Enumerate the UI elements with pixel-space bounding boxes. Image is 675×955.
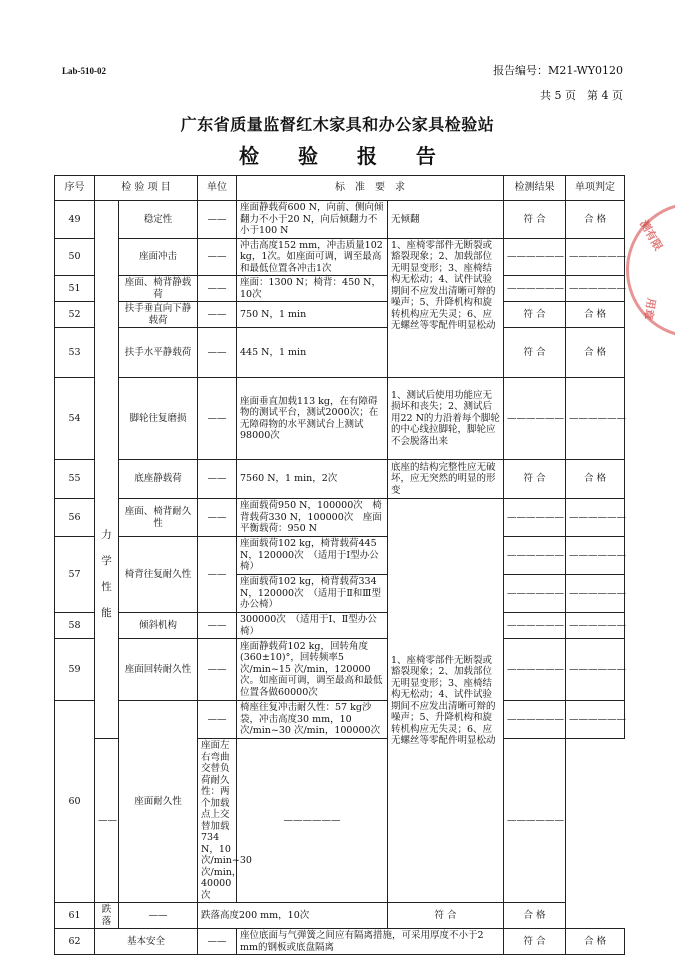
standard-criteria: 1、测试后使用功能应无损坏和丧失；2、测试后用22 N的力沿着每个脚轮的中心线拉脚轮，脚轮应不会脱落出来 (388, 378, 504, 460)
standard-condition: 座位底面与气弹簧之间应有隔离措施，可采用厚度不小于2 mm的钢板或底盘隔离 (237, 929, 504, 955)
item-name: 扶手水平静载荷 (119, 328, 198, 378)
unit-cell: —— (198, 238, 237, 276)
table-row (55, 238, 625, 276)
judgement-cell: —————— (504, 739, 566, 903)
item-name: 基本安全 (95, 929, 198, 955)
standard-condition: 座面：1300 N；椅背：450 N，10次 (237, 276, 388, 302)
result-cell: 符 合 (504, 201, 566, 239)
row-no: 60 (55, 701, 95, 903)
standard-condition: 座面垂直加载113 kg，在有障碍物的测试平台，测试2000次；在无障碍物的水平测试台上测试98000次 (237, 378, 388, 460)
judgement-cell: —————— (566, 378, 625, 460)
standard-condition: 座面载荷102 kg，椅背载荷334 N，120000次 （适用于Ⅱ和Ⅲ型办公椅） (237, 575, 388, 613)
table-row (55, 378, 625, 460)
standard-condition: 座面左右弯曲交替负荷耐久性：两个加载点上交替加载734 N，10 次/min~30 次/min，40000次 (198, 739, 237, 903)
unit-cell: —— (198, 276, 237, 302)
page-count: 共 5 页 第 4 页 (540, 89, 623, 102)
result-cell: —————— (504, 575, 566, 613)
row-no: 52 (55, 302, 95, 328)
col-header-item: 检 验 项 目 (95, 176, 198, 201)
unit-cell: —— (198, 328, 237, 378)
unit-cell: —— (198, 613, 237, 639)
organization-name: 广东省质量监督红木家具和办公家具检验站 (180, 115, 495, 134)
col-header-standard: 标 准 要 求 (237, 176, 504, 201)
result-cell: 符 合 (504, 302, 566, 328)
unit-cell: —— (198, 302, 237, 328)
standard-criteria: 1、座椅零部件无断裂或豁裂现象；2、加载部位无明显变形；3、座椅结构无松动；4、试件试验期间不应发出清晰可辩的噪声；5、升降机构和旋转机构应无失灵；6、应无螺丝等零配件明显松动 (388, 499, 504, 903)
item-name: 底座静载荷 (119, 460, 198, 499)
col-header-unit: 单位 (198, 176, 237, 201)
table-row (55, 639, 625, 701)
standard-condition: 座面静载荷600 N，向前、侧向倾翻力不小于20 N，向后倾翻力不小于100 N (237, 201, 388, 239)
item-name: 座面、椅背耐久性 (119, 499, 198, 537)
judgement-cell: —————— (566, 613, 625, 639)
result-cell: 符 合 (504, 460, 566, 499)
table-row (55, 613, 625, 639)
table-row (55, 701, 625, 739)
unit-cell: —— (95, 739, 119, 903)
standard-criteria: 1、座椅零部件无断裂或豁裂现象；2、加载部位无明显变形；3、座椅结构无松动；4、试件试验期间不应发出清晰可辩的噪声；5、升降机构和旋转机构应无失灵；6、应无螺丝等零配件明显松动 (388, 238, 504, 378)
row-no: 61 (55, 903, 95, 929)
unit-cell: —— (198, 929, 237, 955)
judgement-cell: —————— (566, 537, 625, 575)
table-row (55, 460, 625, 499)
standard-condition: 7560 N，1 min，2次 (237, 460, 388, 499)
table-row (55, 276, 625, 302)
item-name: 座面耐久性 (119, 701, 198, 903)
result-cell: —————— (504, 276, 566, 302)
unit-cell: —— (198, 460, 237, 499)
table-row (55, 328, 625, 378)
unit-cell: —— (198, 639, 237, 701)
seal-text-bottom: 用章 (641, 296, 658, 321)
item-name: 座面回转耐久性 (119, 639, 198, 701)
item-name: 脚轮往复磨损 (119, 378, 198, 460)
judgement-cell: 合 格 (566, 328, 625, 378)
row-no: 58 (55, 613, 95, 639)
item-name: 椅背往复耐久性 (119, 537, 198, 613)
item-name: 扶手垂直向下静载荷 (119, 302, 198, 328)
judgement-cell: 合 格 (504, 903, 566, 929)
judgement-cell: 合 格 (566, 460, 625, 499)
result-cell: —————— (504, 537, 566, 575)
category-char: 能 (101, 607, 112, 619)
standard-criteria: 底座的结构完整性应无破坏，应无突然的明显的形变 (388, 460, 504, 499)
standard-condition: 冲击高度152 mm，冲击质量102 kg，1次。如座面可调，调至最高和最低位置各冲击1次 (237, 238, 388, 276)
unit-cell: —— (198, 701, 237, 739)
row-no: 57 (55, 537, 95, 613)
category-cell (95, 201, 119, 739)
table-row (55, 929, 625, 955)
item-name: 跌 落 (95, 903, 119, 929)
result-cell: —————— (504, 238, 566, 276)
standard-condition: 椅座往复冲击耐久性：57 kg沙袋，冲击高度30 mm，10 次/min~30 次/min，100000次 (237, 701, 388, 739)
result-cell: 符 合 (504, 328, 566, 378)
standard-condition: 445 N，1 min (237, 328, 388, 378)
row-no: 62 (55, 929, 95, 955)
table-row (55, 499, 625, 537)
result-cell: —————— (504, 613, 566, 639)
item-name: 座面冲击 (119, 238, 198, 276)
result-cell: 符 合 (504, 929, 566, 955)
table-row (55, 201, 625, 239)
row-no: 55 (55, 460, 95, 499)
standard-condition: 座面载荷950 N，100000次 椅背载荷330 N，100000次 座面平衡载荷：950 N (237, 499, 388, 537)
seal-text-top: 测有限 (637, 217, 665, 253)
result-cell: —————— (504, 378, 566, 460)
report-title: 检 验 报 告 (239, 144, 452, 168)
official-seal (626, 202, 675, 338)
col-header-no: 序号 (55, 176, 95, 201)
report-number: 报告编号：M21-WY0120 (493, 64, 623, 77)
unit-cell: —— (119, 903, 198, 929)
row-no: 53 (55, 328, 95, 378)
col-header-judgement: 单项判定 (566, 176, 625, 201)
result-cell: —————— (504, 499, 566, 537)
item-name: 倾斜机构 (119, 613, 198, 639)
table-header-row (55, 176, 625, 201)
table-row (55, 302, 625, 328)
standard-condition: 座面载荷102 kg，椅背载荷445 N，120000次 （适用于Ⅰ型办公椅） (237, 537, 388, 575)
unit-cell: —— (198, 378, 237, 460)
judgement-cell: 合 格 (566, 302, 625, 328)
judgement-cell: —————— (566, 499, 625, 537)
standard-condition: 750 N，1 min (237, 302, 388, 328)
standard-condition: 跌落高度200 mm，10次 (198, 903, 388, 929)
judgement-cell: —————— (566, 238, 625, 276)
judgement-cell: 合 格 (566, 201, 625, 239)
standard-condition: 300000次 （适用于Ⅰ、Ⅱ型办公椅） (237, 613, 388, 639)
row-no: 49 (55, 201, 95, 239)
judgement-cell: —————— (566, 639, 625, 701)
row-no: 51 (55, 276, 95, 302)
result-cell: 符 合 (388, 903, 504, 929)
result-cell: —————— (504, 701, 566, 739)
inspection-table (54, 175, 625, 955)
judgement-cell: —————— (566, 575, 625, 613)
item-name: 座面、椅背静载荷 (119, 276, 198, 302)
row-no: 50 (55, 238, 95, 276)
category-char: 性 (101, 581, 112, 593)
row-no: 59 (55, 639, 95, 701)
result-cell: —————— (504, 639, 566, 701)
col-header-result: 检测结果 (504, 176, 566, 201)
standard-criteria: 无倾翻 (388, 201, 504, 239)
row-no: 54 (55, 378, 95, 460)
judgement-cell: —————— (566, 276, 625, 302)
unit-cell: —— (198, 537, 237, 613)
item-name: 稳定性 (119, 201, 198, 239)
table-row (55, 537, 625, 575)
judgement-cell: —————— (566, 701, 625, 739)
lab-code: Lab-510-02 (62, 66, 107, 76)
unit-cell: —— (198, 201, 237, 239)
standard-condition: 座面静载荷102 kg，回转角度(360±10)°，回转频率5次/min~15 次/min，120000次。如座面可调，调至最高和最低位置各做60000次 (237, 639, 388, 701)
row-no: 56 (55, 499, 95, 537)
table-row (55, 903, 625, 929)
unit-cell: —— (198, 499, 237, 537)
category-char: 力 (101, 529, 112, 541)
result-cell: —————— (237, 739, 388, 903)
judgement-cell: 合 格 (566, 929, 625, 955)
category-char: 学 (101, 555, 112, 567)
